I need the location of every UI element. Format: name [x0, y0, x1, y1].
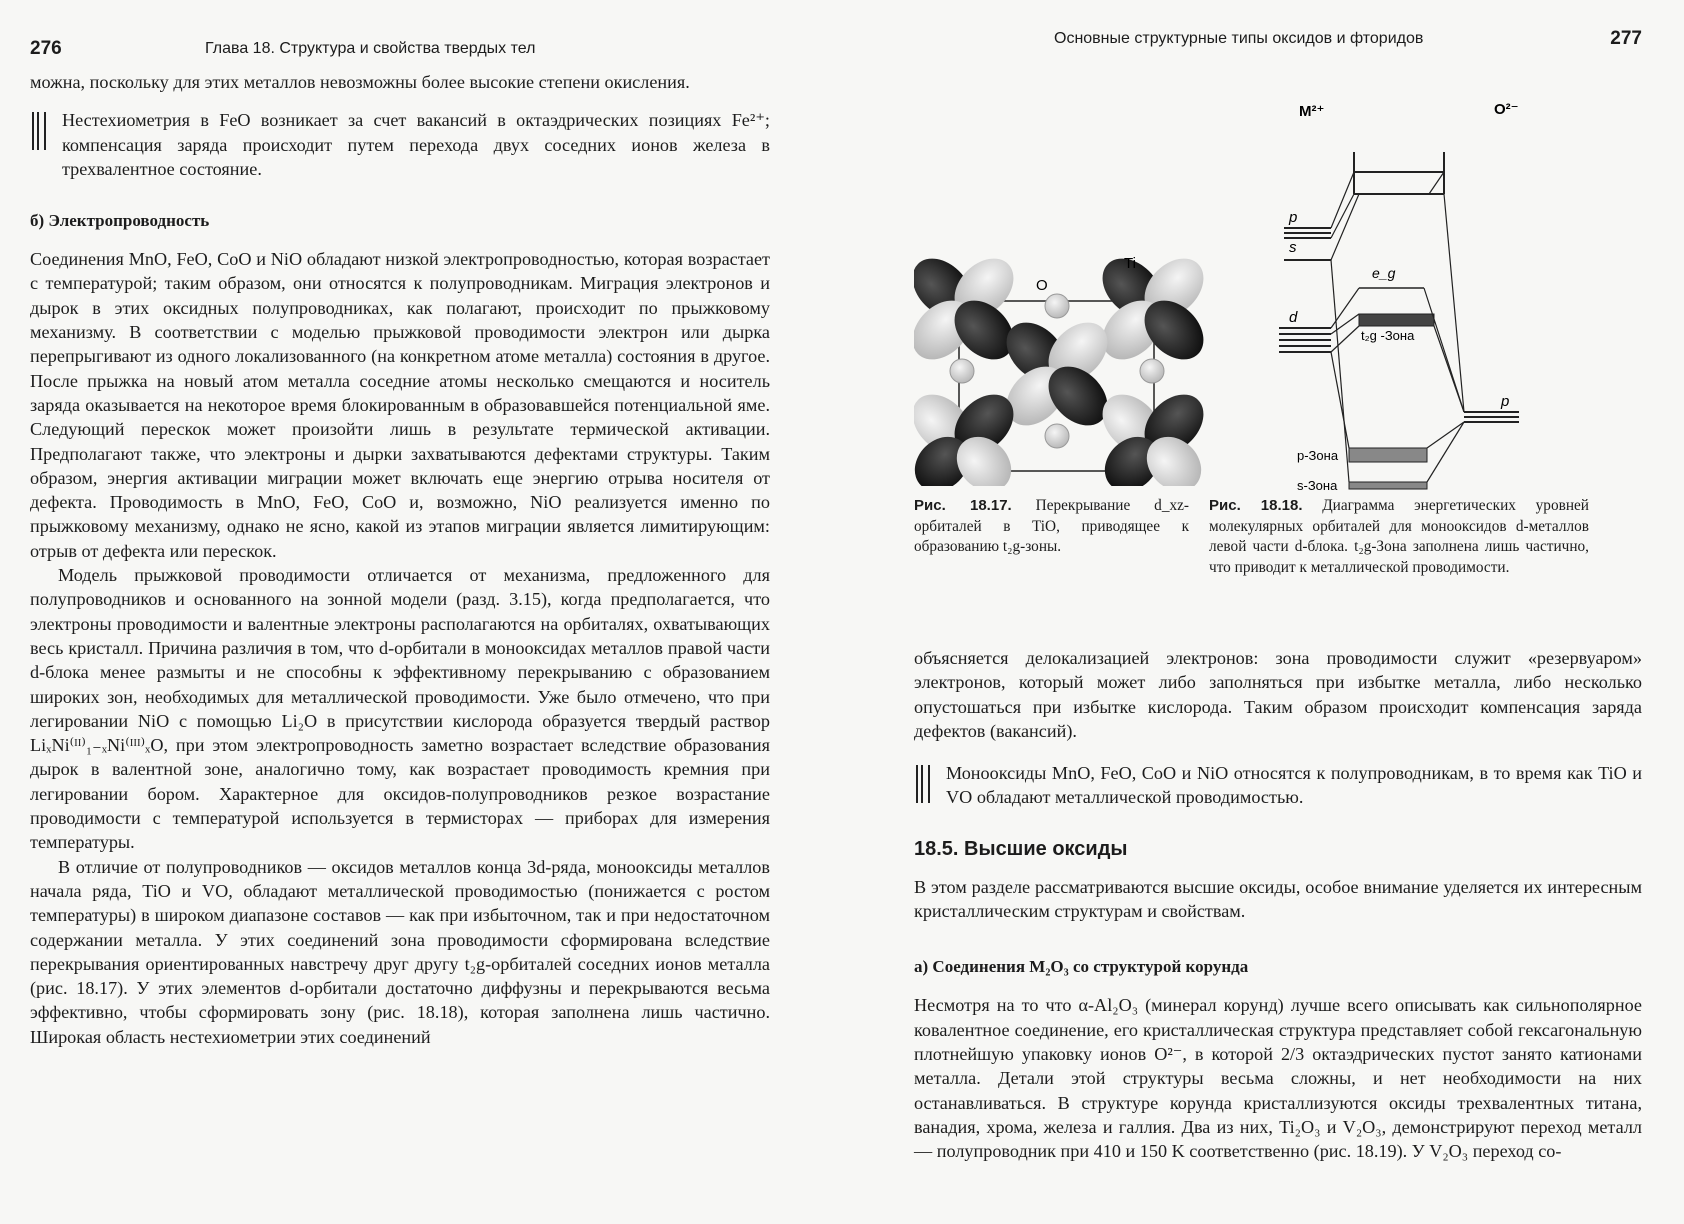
caption-number-18-17: Рис. 18.17. [914, 497, 1012, 514]
metal-p-levels [1284, 228, 1331, 238]
paragraph-tio-vo: В отличие от полупроводников — оксидов металлов конца 3d-ряда, монооксиды металлов начала ряда, TiO и VO, обладают металлической проводимостью (понижается с ростом температуры) в широком диапазоне составов — как при избыточном, так и при недостаточном содержании металла. У этих соединений зона проводимости сформирована вследствие перекрывания ориентированных навстречу друг другу t₂g-орбиталей соседних ионов металла (рис. 18.17). У этих элементов d-орбитали достаточно диффузны и перекрываются весьма эффективно, чтобы сформировать зону (рис. 18.18), которая заполнена лишь частично. Широкая область нестехиометрии этих соединений [30, 856, 770, 1047]
correlation-lines [1331, 172, 1464, 482]
ti-orbital-bottom-right [1091, 383, 1204, 486]
caption-text-18-17: Перекрывание d_xz-орбиталей в TiO, приводящее к образованию t₂g-зоны. [914, 497, 1190, 555]
caption-number-18-18: Рис. 18.18. [1209, 497, 1303, 514]
ti-orbital-top-left [914, 256, 1025, 371]
figure-18-18-caption [1209, 496, 1589, 578]
label-p-band: p-Зона [1297, 448, 1339, 463]
orbital-overlap-diagram [914, 256, 1204, 486]
right-page [842, 0, 1684, 1224]
oxygen-atom [1140, 359, 1164, 383]
ti-orbital-center [995, 311, 1119, 437]
paragraph-delocalization: объясняется делокализацией электронов: зона проводимости служит «резервуаром» электронов, который может либо заполняться при избытке металла, либо несколько опустошаться при избытке кислорода. Таким образом происходит компенсация заряда дефектов (вакансий). [914, 648, 1642, 741]
label-eg: e_g [1372, 265, 1396, 281]
note-bar-icon [916, 765, 930, 803]
label-Ti: Ti [1124, 256, 1136, 272]
paragraph-band-model: Модель прыжковой проводимости отличается от механизма, предложенного для полупроводников и основанного на зонной модели (разд. 3.15), когда предполагается, что электроны проводимости и валентные электроны располагаются на орбиталях, охватывающих весь кристалл. Причина различия в том, что d-орбитали в монооксидах металлов правой части d-блока менее размыты и не способны к эффективному перекрыванию с образованием широких зон, необходимых для металлической проводимости. Уже было отмечено, что при легировании NiO с помощью Li₂O в присутствии кислорода образуется твердый раствор LiₓNi⁽ᴵᴵ⁾₁₋ₓNi⁽ᴵᴵᴵ⁾ₓO, при этом электропроводность заметно возрастает вследствие образования дырок в валентной зоне, аналогично тому, как возрастает проводимость кремния при легировании бором. Характерное для оксидов-полупроводников резкое возрастание проводимости с температурой используется в термисторах — приборах для измерения температуры. [30, 565, 770, 853]
oxygen-atom [1045, 294, 1069, 318]
oxygen-atom [950, 359, 974, 383]
figure-18-17-caption [914, 496, 1189, 558]
running-head-right [914, 28, 1642, 56]
label-t2g: t₂g -Зона [1361, 328, 1415, 343]
metal-d-levels [1279, 328, 1331, 352]
note-text-fe: Нестехиометрия в FeO возникает за счет вакансий в октаэдрических позициях Fe²⁺; компенсация заряда происходит путем перехода двух соседних ионов железа в трехвалентное состояние. [62, 110, 770, 179]
paragraph-continued: можна, поскольку для этих металлов невозможны более высокие степени окисления. [30, 72, 690, 92]
label-O: O [1036, 277, 1048, 294]
p-band [1349, 448, 1427, 462]
label-M2plus: M²⁺ [1299, 103, 1325, 120]
figure-row [914, 56, 1642, 616]
paragraph-corundum: Несмотря на то что α-Al₂O₃ (минерал корунд) лучше всего описывать как сильнополярное ковалентное соединение, его кристаллическая структура представляет собой гексагональную плотнейшую упаковку ионов O²⁻, в которой 2/3 октаэдрических пустот занято катионами металла. Детали этой структуры весьма сложны, и нет необходимости на них останавливаться. В структуре корунда кристаллизуются оксиды трехвалентных титана, ванадия, хрома, железа и галлия. Два из них, Ti₂O₃ и V₂O₃, демонстрируют переход металл — полупроводник при 410 и 150 K соответственно (рис. 18.19). У V₂O₃ переход со- [914, 995, 1642, 1162]
subhead-conductivity: б) Электропроводность [30, 211, 210, 231]
caption-text-18-18: Диаграмма энергетических уровней молекулярных орбиталей для монооксидов d-металлов левой части d-блока. t₂g-Зона заполнена лишь частично, что приводит к металлической проводимости. [1209, 497, 1589, 576]
paragraph-hopping: Соединения MnO, FeO, CoO и NiO обладают низкой электропроводностью, которая возрастает с температурой; таким образом, они относятся к полупроводникам. Миграция электронов и дырок в этих оксидных полупроводниках, как полагают, происходит по прыжковому механизму. В соответствии с моделью прыжковой проводимости электрон или дырка перепрыгивают из одного локализованного (на конкретном атоме металла) состояния в другое. После прыжка на новый атом металла соседние атомы несколько смещаются и носитель заряда оказывается на некоторое время блокированным в образовавшейся потенциальной яме. Следующий перескок может произойти лишь в результате термической активации. Предполагают также, что электроны и дырки захватываются дефектами структуры. Таким образом, энергия активации миграции может включать еще энергию отрыва носителя от дефекта. Проводимость в MnO, FeO, CoO и, возможно, NiO реализуется именно по прыжковому механизму, однако не ясно, какой из этапов миграции является лимитирующим: отрыв от дефекта или перескок. [30, 249, 770, 561]
note-box-monoxides [914, 761, 1642, 810]
running-title-right: Основные структурные типы оксидов и фторидов [1054, 30, 1424, 47]
label-O2minus: O²⁻ [1494, 101, 1519, 118]
page-number-left: 276 [30, 38, 62, 59]
label-s-left: s [1289, 239, 1297, 256]
oxygen-atom [1045, 424, 1069, 448]
mo-energy-diagram [1209, 86, 1599, 491]
figure-18-17 [914, 256, 1204, 491]
running-title-left: Глава 18. Структура и свойства твердых тел [205, 40, 536, 57]
oxygen-p-levels [1464, 412, 1519, 422]
running-head-left [30, 38, 770, 66]
note-bar-icon [32, 112, 46, 150]
note-text-monoxides: Монооксиды MnO, FeO, CoO и NiO относятся к полупроводникам, в то время как TiO и VO обладают металлической проводимостью. [946, 763, 1642, 808]
section-title-higher-oxides: 18.5. Высшие оксиды [914, 837, 1128, 860]
label-p-left: p [1289, 209, 1298, 226]
label-d-left: d [1289, 309, 1298, 326]
s-band [1349, 482, 1427, 489]
paragraph-section-intro: В этом разделе рассматриваются высшие оксиды, особое внимание уделяется их интересным кристаллическим структурам и свойствам. [914, 876, 1642, 922]
label-p-right: p [1501, 393, 1510, 410]
ti-orbital-top-right [1091, 256, 1204, 371]
figure-18-18 [1209, 86, 1599, 496]
page-number-right: 277 [1610, 28, 1642, 49]
subhead-corundum: а) Соединения M₂O₃ со структурой корунда [914, 957, 1249, 977]
label-s-band: s-Зона [1297, 478, 1338, 491]
t2g-band [1359, 314, 1434, 326]
note-box-fe [30, 108, 770, 181]
